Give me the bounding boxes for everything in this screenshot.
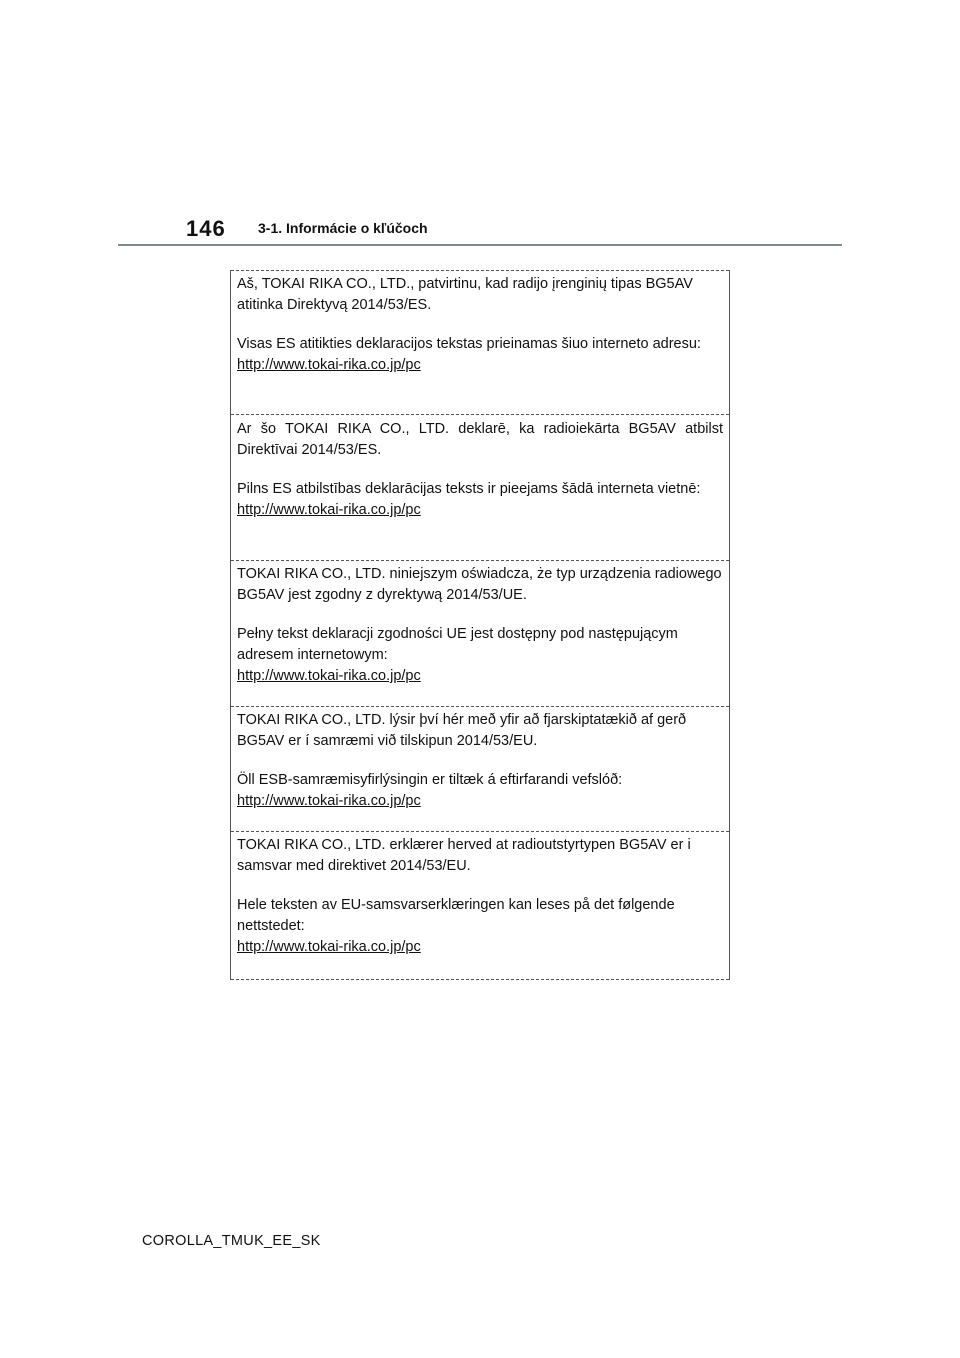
- section-title: 3-1. Informácie o kľúčoch: [258, 220, 428, 236]
- declaration-availability: Visas ES atitikties deklaracijos tekstas prieinamas šiuo interneto adresu:: [237, 336, 701, 352]
- document-code: COROLLA_TMUK_EE_SK: [142, 1233, 321, 1249]
- declaration-statement: TOKAI RIKA CO., LTD. erklærer herved at radioutstyrtypen BG5AV er i samsvar med direktivet 2014/53/EU.: [237, 837, 691, 874]
- declaration-statement: TOKAI RIKA CO., LTD. lýsir því hér með yfir að fjarskiptatækið af gerð BG5AV er í samræmi við tilskipun 2014/53/EU.: [237, 712, 687, 749]
- declaration-latvian: [231, 419, 729, 521]
- declaration-norwegian: [231, 835, 729, 958]
- declaration-lithuanian: [231, 274, 729, 376]
- declaration-availability: Öll ESB-samræmisyfirlýsingin er tiltæk á eftirfarandi vefslóð:: [237, 772, 623, 788]
- declaration-url-link[interactable]: http://www.tokai-rika.co.jp/pc: [237, 793, 421, 809]
- declaration-statement: TOKAI RIKA CO., LTD. niniejszym oświadcza, że typ urządzenia radiowego BG5AV jest zgodny z dyrektywą 2014/53/UE.: [237, 566, 722, 603]
- section-divider: [231, 706, 729, 707]
- declaration-availability: Pełny tekst deklaracji zgodności UE jest dostępny pod następującym adresem internetowym:: [237, 626, 678, 663]
- declaration-availability: Hele teksten av EU-samsvarserklæringen kan leses på det følgende nettstedet:: [237, 897, 675, 934]
- declaration-box: [230, 270, 730, 980]
- declaration-statement: Ar šo TOKAI RIKA CO., LTD. deklarē, ka radioiekārta BG5AV atbilst Direktīvai 2014/53/ES.: [237, 421, 723, 458]
- declaration-icelandic: [231, 710, 729, 812]
- section-divider: [231, 560, 729, 561]
- header-divider: [118, 244, 842, 246]
- declaration-statement: Aš, TOKAI RIKA CO., LTD., patvirtinu, kad radijo įrenginių tipas BG5AV atitinka Direktyvą 2014/53/ES.: [237, 276, 693, 313]
- section-divider: [231, 831, 729, 832]
- declaration-url-link[interactable]: http://www.tokai-rika.co.jp/pc: [237, 668, 421, 684]
- declaration-availability: Pilns ES atbilstības deklarācijas teksts ir pieejams šādā interneta vietnē:: [237, 481, 701, 497]
- section-divider: [231, 414, 729, 415]
- section-divider: [231, 979, 729, 980]
- declaration-url-link[interactable]: http://www.tokai-rika.co.jp/pc: [237, 939, 421, 955]
- declaration-url-link[interactable]: http://www.tokai-rika.co.jp/pc: [237, 357, 421, 373]
- section-divider: [231, 270, 729, 271]
- declaration-url-link[interactable]: http://www.tokai-rika.co.jp/pc: [237, 502, 421, 518]
- declaration-polish: [231, 564, 729, 687]
- page-number: 146: [186, 216, 226, 241]
